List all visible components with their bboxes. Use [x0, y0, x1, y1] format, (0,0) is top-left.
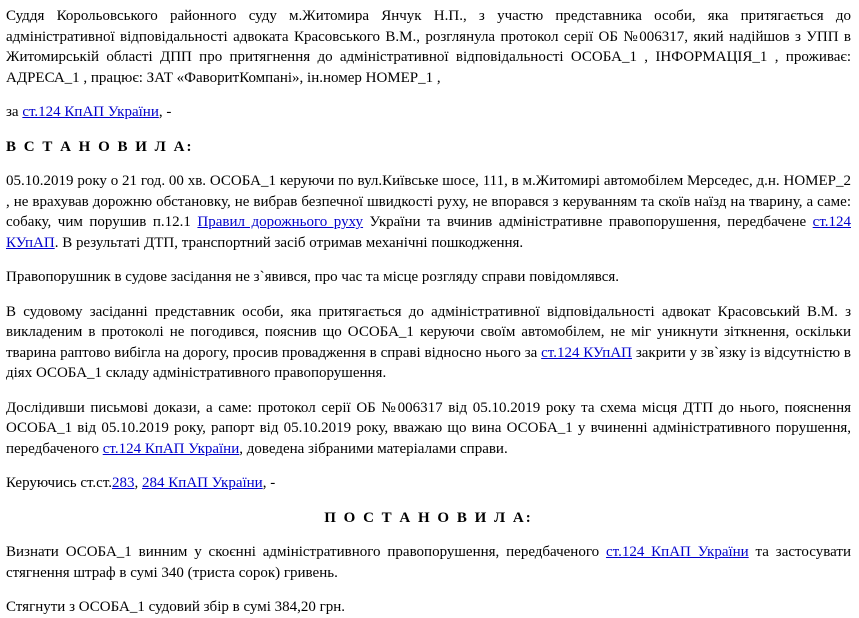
verdict-paragraph — [6, 542, 851, 583]
article-284-link[interactable]: 284 КпАП України — [142, 475, 263, 491]
guided-by-suffix: , - — [262, 475, 276, 491]
article-reference-paragraph — [6, 102, 851, 123]
established-heading: В С Т А Н О В И Л А: — [6, 138, 194, 155]
article-suffix: , - — [158, 104, 172, 120]
article-124-kupap-link[interactable]: ст.124 КУпАП — [6, 214, 851, 251]
traffic-rules-link[interactable]: Правил дорожнього руху — [197, 214, 364, 230]
court-fee-paragraph: Стягнути з ОСОБА_1 судовий збір в сумі 384,20 грн. — [6, 599, 346, 615]
guided-by-separator: , — [134, 475, 143, 491]
guided-by-prefix: Керуючись ст.ст. — [6, 475, 113, 491]
resolved-heading: П О С Т А Н О В И Л А: — [324, 509, 533, 526]
verdict-text-1: Визнати ОСОБА_1 винним у скоєнні адміністративного правопорушення, передбаченого — [6, 544, 606, 560]
lawyer-text-1: В судовому засіданні представник особи, яка притягається до адміністративної відповідальності адвокат Красовський В.М. з викладеним в протоколі не погодився, пояснив що ОСОБА_1 керуючи своїм автомобілем, не міг уникнути зіткнення, оскільки тварина раптово вибігла на дорогу, просив провадження в справі відносно нього за — [6, 303, 851, 361]
article-124-link[interactable]: ст.124 КпАП України — [22, 104, 159, 120]
article-124-kupap-link-2[interactable]: ст.124 КУпАП — [541, 344, 632, 361]
guided-by-paragraph — [6, 473, 851, 494]
incident-paragraph — [6, 171, 851, 253]
evidence-text-2: , доведена зібраними матеріалами справи. — [239, 440, 508, 457]
verdict-text-2: та застосувати стягнення штраф в сумі 340 (триста сорок) гривень. — [6, 544, 851, 581]
evidence-text-1: Дослідивши письмові докази, а саме: протокол серії ОБ №006317 від 05.10.2019 року та схема місця ДТП до нього, пояснення ОСОБА_1 від 05.10.2019 року, рапорт від 05.10.2019 року, вважаю що вина ОСОБА_1 у вчиненні адміністративного порушення, передбаченого — [6, 399, 851, 457]
intro-paragraph: Суддя Корольовського районного суду м.Житомира Янчук Н.П., з участю представника особи, яка притягається до адміністративної відповідальності адвоката Красовського В.М., розглянула протокол серії ОБ №006317, який надійшов з УПП в Житомирській області ДПП про притягнення до адміністративної відповідальності ОСОБА_1 , ІНФОРМАЦІЯ_1 , проживає: АДРЕСА_1 , працює: ЗАТ «ФаворитКомпані», ін.номер НОМЕР_1 , — [6, 8, 851, 86]
evidence-paragraph — [6, 398, 851, 460]
absence-paragraph: Правопорушник в судове засідання не з`явився, про час та місце розгляду справи повідомлявся. — [6, 269, 620, 285]
incident-text-3: . В результаті ДТП, транспортний засіб отримав механічні пошкодження. — [54, 234, 524, 251]
article-124-link-3[interactable]: ст.124 КпАП України — [605, 544, 749, 560]
article-prefix: за — [6, 104, 23, 120]
lawyer-text-2: закрити у зв`язку із відсутністю в діях ОСОБА_1 складу адміністративного правопорушення. — [6, 344, 851, 381]
incident-text-2: України та вчинив адміністративне правопорушення, передбачене — [363, 214, 813, 230]
incident-text-1: 05.10.2019 року о 21 год. 00 хв. ОСОБА_1 керуючи по вул.Київське шосе, 111, в м.Житомирі автомобілем Мерседес, д.н. НОМЕР_2 , не врахував дорожню обстановку, не вибрав безпечної швидкості руху, не впорався з керуванням та скоїв наїзд на тварину, а саме: собаку, чим порушив п.12.1 — [6, 173, 851, 230]
lawyer-position-paragraph — [6, 302, 851, 384]
article-124-link-2[interactable]: ст.124 КпАП України — [102, 440, 240, 457]
article-283-link[interactable]: 283 — [112, 475, 135, 491]
